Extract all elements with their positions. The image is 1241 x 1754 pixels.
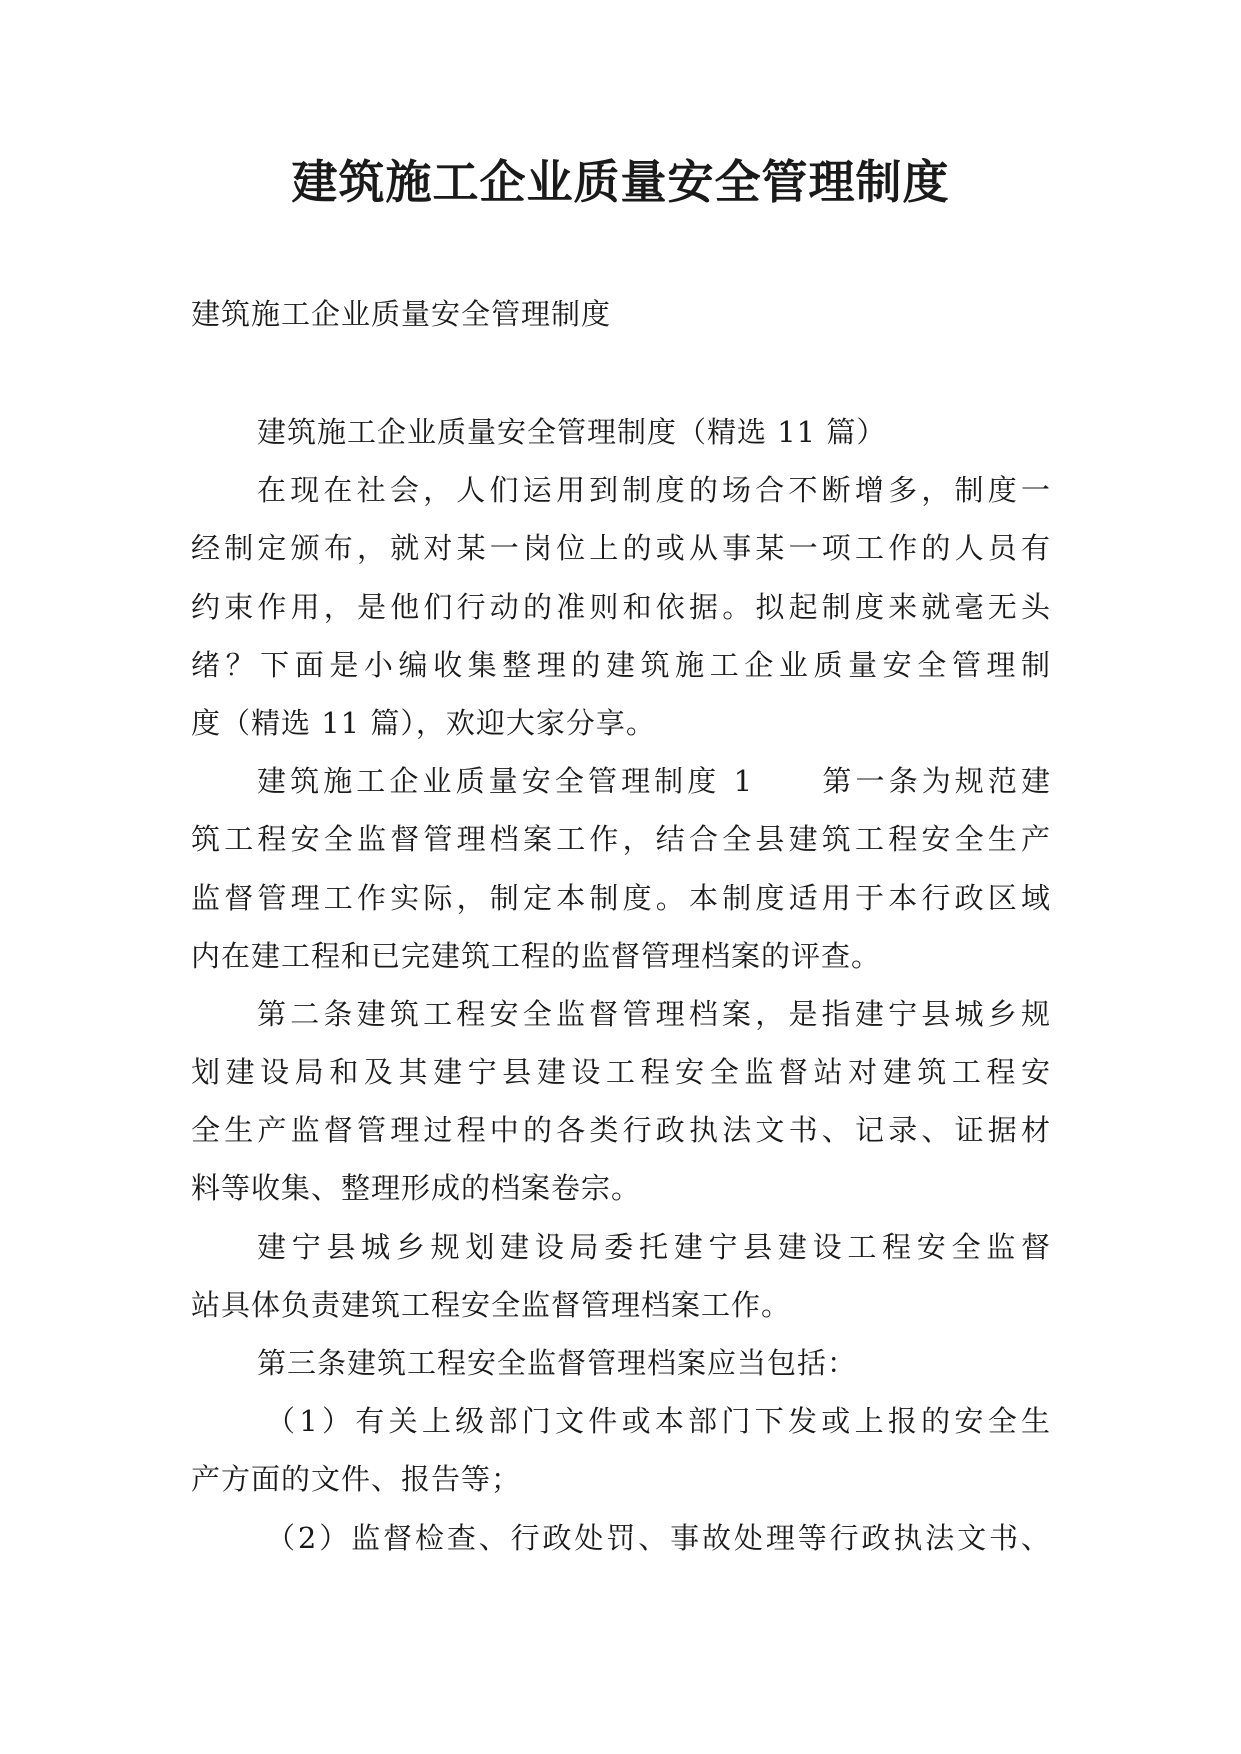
body-line: 经制定颁布，就对某一岗位上的或从事某一项工作的人员有 [191, 531, 1051, 566]
body-line: 筑工程安全监督管理档案工作，结合全县建筑工程安全生产 [191, 822, 1051, 857]
body-line: 建筑施工企业质量安全管理制度 1 第一条为规范建 [257, 764, 1051, 799]
body-line: 料等收集、整理形成的档案卷宗。 [191, 1171, 642, 1206]
body-line: （1）有关上级部门文件或本部门下发或上报的安全生 [266, 1404, 1051, 1439]
body-line: 产方面的文件、报告等； [191, 1462, 522, 1497]
body-line: 约束作用，是他们行动的准则和依据。拟起制度来就毫无头 [191, 589, 1051, 624]
document-subheading: 建筑施工企业质量安全管理制度 [191, 297, 612, 331]
body-line: 建宁县城乡规划建设局委托建宁县建设工程安全监督 [257, 1229, 1051, 1264]
document-title: 建筑施工企业质量安全管理制度 [291, 155, 950, 209]
body-line: 划建设局和及其建宁县建设工程安全监督站对建筑工程安 [191, 1055, 1051, 1090]
body-line: 第三条建筑工程安全监督管理档案应当包括： [257, 1346, 858, 1380]
document-body [191, 403, 1051, 1567]
body-line: 全生产监督管理过程中的各类行政执法文书、记录、证据材 [191, 1113, 1051, 1148]
body-line: （2）监督检查、行政处罚、事故处理等行政执法文书、 [266, 1520, 1051, 1555]
body-line: 站具体负责建筑工程安全监督管理档案工作。 [191, 1287, 792, 1322]
body-line: 度（精选 11 篇），欢迎大家分享。 [191, 705, 656, 740]
body-line: 监督管理工作实际，制定本制度。本制度适用于本行政区域 [191, 880, 1051, 915]
body-line: 绪？下面是小编收集整理的建筑施工企业质量安全管理制 [191, 647, 1051, 682]
body-line: 内在建工程和已完建筑工程的监督管理档案的评查。 [191, 938, 882, 973]
body-line: 第二条建筑工程安全监督管理档案，是指建宁县城乡规 [257, 996, 1051, 1031]
body-line: 建筑施工企业质量安全管理制度（精选 11 篇） [257, 415, 887, 449]
body-line: 在现在社会，人们运用到制度的场合不断增多，制度一 [257, 473, 1051, 508]
